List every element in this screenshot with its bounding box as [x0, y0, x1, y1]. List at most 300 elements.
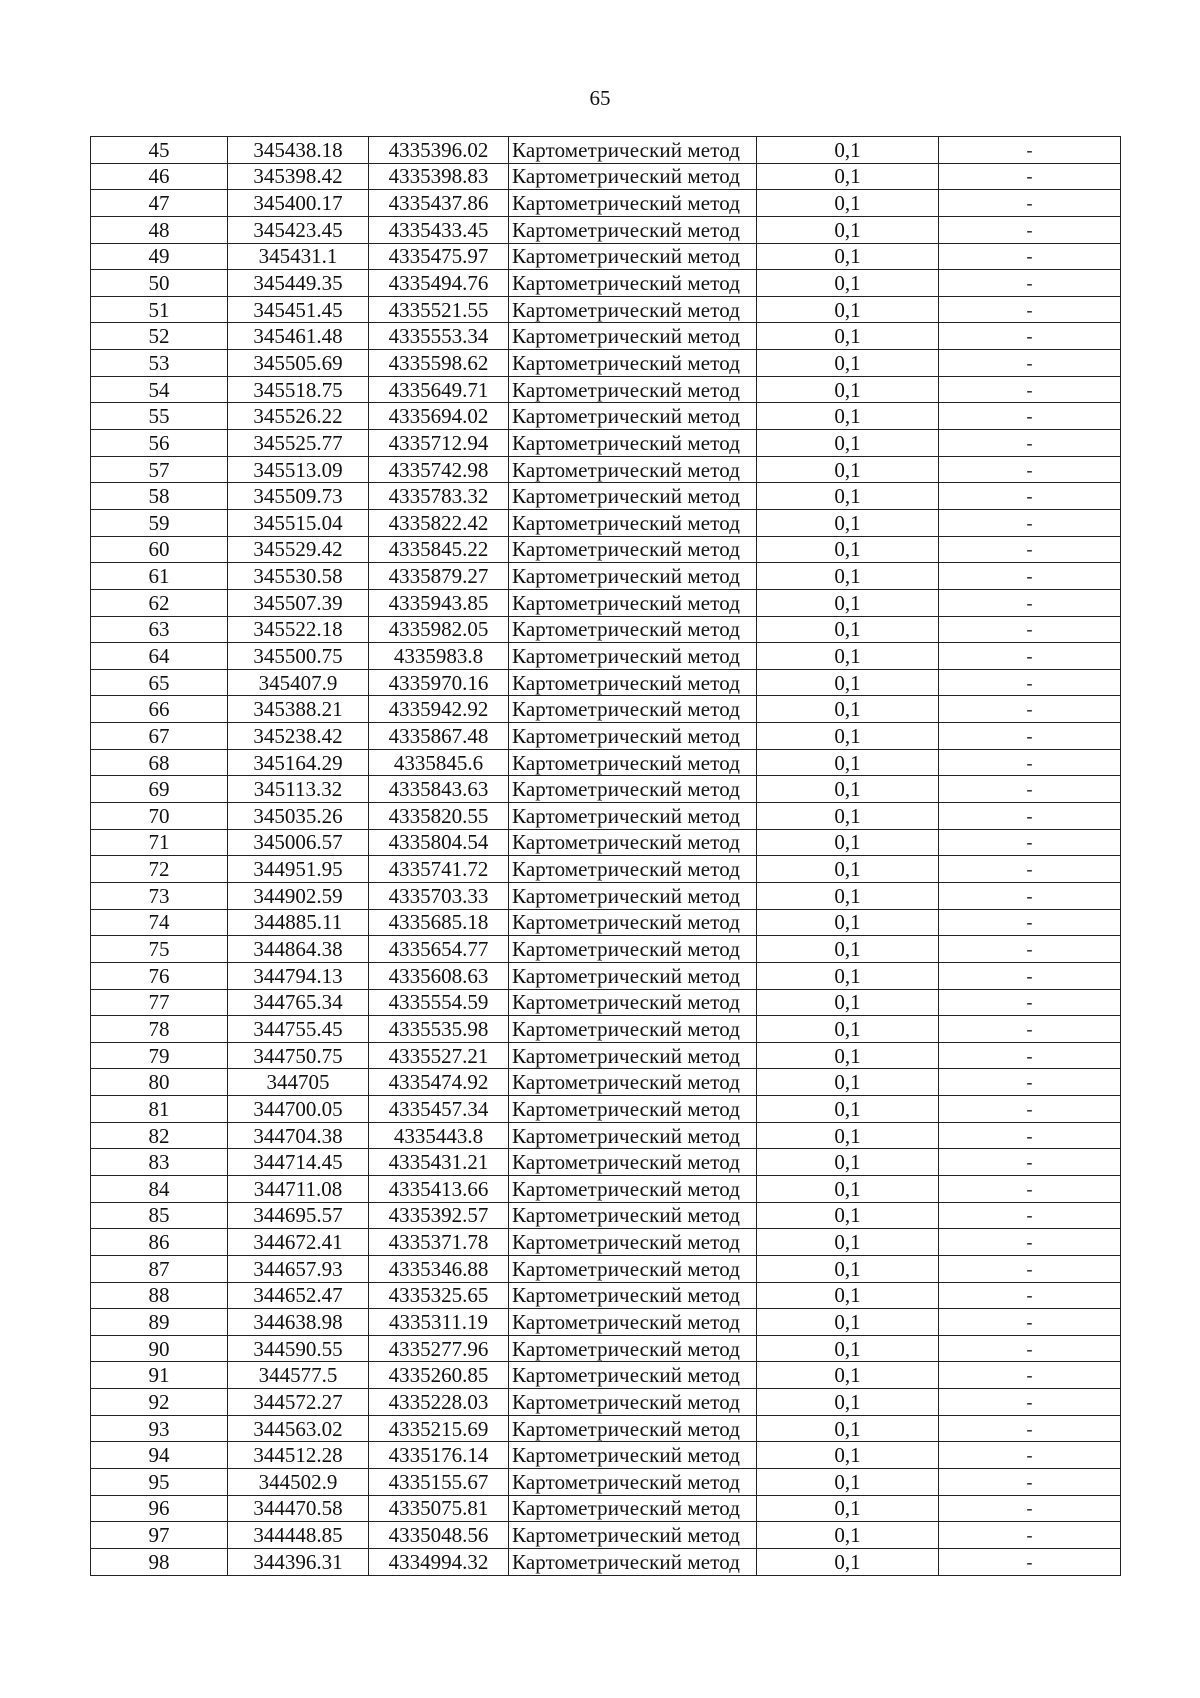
accuracy-cell: 0,1	[757, 1096, 939, 1123]
note-cell: -	[939, 1495, 1121, 1522]
point-number-cell: 78	[91, 1016, 228, 1043]
accuracy-cell: 0,1	[757, 456, 939, 483]
note-cell: -	[939, 749, 1121, 776]
method-cell: Картометрический метод	[509, 616, 757, 643]
point-number-cell: 86	[91, 1229, 228, 1256]
method-cell: Картометрический метод	[509, 1016, 757, 1043]
y-coordinate-cell: 4335982.05	[369, 616, 509, 643]
accuracy-cell: 0,1	[757, 989, 939, 1016]
accuracy-cell: 0,1	[757, 1122, 939, 1149]
method-cell: Картометрический метод	[509, 1042, 757, 1069]
accuracy-cell: 0,1	[757, 163, 939, 190]
note-cell: -	[939, 936, 1121, 963]
x-coordinate-cell: 345525.77	[228, 430, 369, 457]
note-cell: -	[939, 270, 1121, 297]
note-cell: -	[939, 1175, 1121, 1202]
note-cell: -	[939, 1202, 1121, 1229]
method-cell: Картометрический метод	[509, 190, 757, 217]
method-cell: Картометрический метод	[509, 137, 757, 164]
table-row	[91, 163, 1121, 190]
x-coordinate-cell: 345530.58	[228, 563, 369, 590]
table-row	[91, 243, 1121, 270]
table-row	[91, 1122, 1121, 1149]
point-number-cell: 71	[91, 829, 228, 856]
method-cell: Картометрический метод	[509, 563, 757, 590]
point-number-cell: 57	[91, 456, 228, 483]
x-coordinate-cell: 344714.45	[228, 1149, 369, 1176]
accuracy-cell: 0,1	[757, 1522, 939, 1549]
note-cell: -	[939, 403, 1121, 430]
point-number-cell: 64	[91, 643, 228, 670]
accuracy-cell: 0,1	[757, 723, 939, 750]
point-number-cell: 66	[91, 696, 228, 723]
table-row	[91, 137, 1121, 164]
x-coordinate-cell: 345238.42	[228, 723, 369, 750]
y-coordinate-cell: 4335942.92	[369, 696, 509, 723]
y-coordinate-cell: 4335879.27	[369, 563, 509, 590]
note-cell: -	[939, 323, 1121, 350]
table-row	[91, 430, 1121, 457]
x-coordinate-cell: 344695.57	[228, 1202, 369, 1229]
table-row	[91, 1522, 1121, 1549]
method-cell: Картометрический метод	[509, 962, 757, 989]
y-coordinate-cell: 4335867.48	[369, 723, 509, 750]
note-cell: -	[939, 669, 1121, 696]
accuracy-cell: 0,1	[757, 1069, 939, 1096]
method-cell: Картометрический метод	[509, 909, 757, 936]
y-coordinate-cell: 4335970.16	[369, 669, 509, 696]
note-cell: -	[939, 989, 1121, 1016]
point-number-cell: 79	[91, 1042, 228, 1069]
x-coordinate-cell: 344657.93	[228, 1255, 369, 1282]
accuracy-cell: 0,1	[757, 803, 939, 830]
accuracy-cell: 0,1	[757, 243, 939, 270]
table-row	[91, 1096, 1121, 1123]
note-cell: -	[939, 1016, 1121, 1043]
accuracy-cell: 0,1	[757, 776, 939, 803]
note-cell: -	[939, 616, 1121, 643]
table-row	[91, 776, 1121, 803]
table-row	[91, 1309, 1121, 1336]
method-cell: Картометрический метод	[509, 376, 757, 403]
point-number-cell: 53	[91, 350, 228, 377]
method-cell: Картометрический метод	[509, 270, 757, 297]
x-coordinate-cell: 345438.18	[228, 137, 369, 164]
y-coordinate-cell: 4335176.14	[369, 1442, 509, 1469]
point-number-cell: 96	[91, 1495, 228, 1522]
accuracy-cell: 0,1	[757, 962, 939, 989]
note-cell: -	[939, 216, 1121, 243]
y-coordinate-cell: 4335804.54	[369, 829, 509, 856]
method-cell: Картометрический метод	[509, 1202, 757, 1229]
y-coordinate-cell: 4335694.02	[369, 403, 509, 430]
method-cell: Картометрический метод	[509, 1442, 757, 1469]
y-coordinate-cell: 4335535.98	[369, 1016, 509, 1043]
note-cell: -	[939, 1362, 1121, 1389]
table-row	[91, 909, 1121, 936]
point-number-cell: 72	[91, 856, 228, 883]
accuracy-cell: 0,1	[757, 1229, 939, 1256]
x-coordinate-cell: 345507.39	[228, 589, 369, 616]
accuracy-cell: 0,1	[757, 1149, 939, 1176]
accuracy-cell: 0,1	[757, 216, 939, 243]
table-row	[91, 270, 1121, 297]
accuracy-cell: 0,1	[757, 909, 939, 936]
y-coordinate-cell: 4335075.81	[369, 1495, 509, 1522]
x-coordinate-cell: 345529.42	[228, 536, 369, 563]
accuracy-cell: 0,1	[757, 563, 939, 590]
table-row	[91, 376, 1121, 403]
point-number-cell: 51	[91, 296, 228, 323]
accuracy-cell: 0,1	[757, 1415, 939, 1442]
x-coordinate-cell: 344951.95	[228, 856, 369, 883]
y-coordinate-cell: 4335346.88	[369, 1255, 509, 1282]
note-cell: -	[939, 483, 1121, 510]
point-number-cell: 68	[91, 749, 228, 776]
y-coordinate-cell: 4335608.63	[369, 962, 509, 989]
table-row	[91, 563, 1121, 590]
table-row	[91, 696, 1121, 723]
table-row	[91, 190, 1121, 217]
accuracy-cell: 0,1	[757, 669, 939, 696]
note-cell: -	[939, 536, 1121, 563]
point-number-cell: 83	[91, 1149, 228, 1176]
method-cell: Картометрический метод	[509, 1309, 757, 1336]
table-row	[91, 216, 1121, 243]
x-coordinate-cell: 344502.9	[228, 1469, 369, 1496]
method-cell: Картометрический метод	[509, 643, 757, 670]
x-coordinate-cell: 344750.75	[228, 1042, 369, 1069]
x-coordinate-cell: 344672.41	[228, 1229, 369, 1256]
method-cell: Картометрический метод	[509, 430, 757, 457]
y-coordinate-cell: 4335433.45	[369, 216, 509, 243]
point-number-cell: 88	[91, 1282, 228, 1309]
table-row	[91, 936, 1121, 963]
accuracy-cell: 0,1	[757, 1389, 939, 1416]
x-coordinate-cell: 344470.58	[228, 1495, 369, 1522]
point-number-cell: 55	[91, 403, 228, 430]
table-row	[91, 1442, 1121, 1469]
point-number-cell: 87	[91, 1255, 228, 1282]
x-coordinate-cell: 345400.17	[228, 190, 369, 217]
note-cell: -	[939, 803, 1121, 830]
method-cell: Картометрический метод	[509, 509, 757, 536]
point-number-cell: 95	[91, 1469, 228, 1496]
accuracy-cell: 0,1	[757, 1175, 939, 1202]
x-coordinate-cell: 344765.34	[228, 989, 369, 1016]
accuracy-cell: 0,1	[757, 430, 939, 457]
y-coordinate-cell: 4335215.69	[369, 1415, 509, 1442]
table-row	[91, 643, 1121, 670]
method-cell: Картометрический метод	[509, 456, 757, 483]
method-cell: Картометрический метод	[509, 1469, 757, 1496]
point-number-cell: 56	[91, 430, 228, 457]
table-row	[91, 1175, 1121, 1202]
note-cell: -	[939, 1415, 1121, 1442]
note-cell: -	[939, 456, 1121, 483]
point-number-cell: 59	[91, 509, 228, 536]
accuracy-cell: 0,1	[757, 483, 939, 510]
method-cell: Картометрический метод	[509, 1522, 757, 1549]
method-cell: Картометрический метод	[509, 723, 757, 750]
point-number-cell: 85	[91, 1202, 228, 1229]
x-coordinate-cell: 344638.98	[228, 1309, 369, 1336]
method-cell: Картометрический метод	[509, 1495, 757, 1522]
x-coordinate-cell: 344563.02	[228, 1415, 369, 1442]
method-cell: Картометрический метод	[509, 1149, 757, 1176]
note-cell: -	[939, 1335, 1121, 1362]
accuracy-cell: 0,1	[757, 1442, 939, 1469]
x-coordinate-cell: 344885.11	[228, 909, 369, 936]
y-coordinate-cell: 4335598.62	[369, 350, 509, 377]
method-cell: Картометрический метод	[509, 669, 757, 696]
accuracy-cell: 0,1	[757, 509, 939, 536]
table-row	[91, 1202, 1121, 1229]
table-row	[91, 829, 1121, 856]
method-cell: Картометрический метод	[509, 1282, 757, 1309]
x-coordinate-cell: 345451.45	[228, 296, 369, 323]
point-number-cell: 63	[91, 616, 228, 643]
table-row	[91, 803, 1121, 830]
x-coordinate-cell: 345388.21	[228, 696, 369, 723]
accuracy-cell: 0,1	[757, 1362, 939, 1389]
point-number-cell: 84	[91, 1175, 228, 1202]
note-cell: -	[939, 882, 1121, 909]
note-cell: -	[939, 1149, 1121, 1176]
table-row	[91, 350, 1121, 377]
x-coordinate-cell: 345518.75	[228, 376, 369, 403]
y-coordinate-cell: 4335527.21	[369, 1042, 509, 1069]
note-cell: -	[939, 1096, 1121, 1123]
note-cell: -	[939, 643, 1121, 670]
method-cell: Картометрический метод	[509, 989, 757, 1016]
accuracy-cell: 0,1	[757, 1309, 939, 1336]
note-cell: -	[939, 856, 1121, 883]
accuracy-cell: 0,1	[757, 376, 939, 403]
note-cell: -	[939, 1069, 1121, 1096]
table-row	[91, 296, 1121, 323]
x-coordinate-cell: 345398.42	[228, 163, 369, 190]
x-coordinate-cell: 344704.38	[228, 1122, 369, 1149]
y-coordinate-cell: 4335553.34	[369, 323, 509, 350]
y-coordinate-cell: 4335048.56	[369, 1522, 509, 1549]
coordinates-table-body	[91, 137, 1121, 1576]
y-coordinate-cell: 4335311.19	[369, 1309, 509, 1336]
y-coordinate-cell: 4335741.72	[369, 856, 509, 883]
accuracy-cell: 0,1	[757, 749, 939, 776]
note-cell: -	[939, 163, 1121, 190]
accuracy-cell: 0,1	[757, 882, 939, 909]
point-number-cell: 48	[91, 216, 228, 243]
accuracy-cell: 0,1	[757, 936, 939, 963]
method-cell: Картометрический метод	[509, 403, 757, 430]
method-cell: Картометрический метод	[509, 536, 757, 563]
note-cell: -	[939, 1469, 1121, 1496]
table-row	[91, 536, 1121, 563]
note-cell: -	[939, 909, 1121, 936]
accuracy-cell: 0,1	[757, 829, 939, 856]
method-cell: Картометрический метод	[509, 1175, 757, 1202]
point-number-cell: 82	[91, 1122, 228, 1149]
accuracy-cell: 0,1	[757, 1202, 939, 1229]
table-row	[91, 1389, 1121, 1416]
note-cell: -	[939, 696, 1121, 723]
y-coordinate-cell: 4335260.85	[369, 1362, 509, 1389]
table-row	[91, 403, 1121, 430]
x-coordinate-cell: 344902.59	[228, 882, 369, 909]
table-row	[91, 1229, 1121, 1256]
y-coordinate-cell: 4335685.18	[369, 909, 509, 936]
x-coordinate-cell: 344864.38	[228, 936, 369, 963]
y-coordinate-cell: 4335703.33	[369, 882, 509, 909]
x-coordinate-cell: 344448.85	[228, 1522, 369, 1549]
y-coordinate-cell: 4335554.59	[369, 989, 509, 1016]
table-row	[91, 1149, 1121, 1176]
y-coordinate-cell: 4335742.98	[369, 456, 509, 483]
method-cell: Картометрический метод	[509, 216, 757, 243]
point-number-cell: 58	[91, 483, 228, 510]
point-number-cell: 62	[91, 589, 228, 616]
method-cell: Картометрический метод	[509, 163, 757, 190]
accuracy-cell: 0,1	[757, 696, 939, 723]
y-coordinate-cell: 4335392.57	[369, 1202, 509, 1229]
x-coordinate-cell: 344572.27	[228, 1389, 369, 1416]
note-cell: -	[939, 1255, 1121, 1282]
y-coordinate-cell: 4335277.96	[369, 1335, 509, 1362]
note-cell: -	[939, 962, 1121, 989]
method-cell: Картометрический метод	[509, 882, 757, 909]
y-coordinate-cell: 4335983.8	[369, 643, 509, 670]
method-cell: Картометрический метод	[509, 1415, 757, 1442]
note-cell: -	[939, 1229, 1121, 1256]
method-cell: Картометрический метод	[509, 1362, 757, 1389]
x-coordinate-cell: 345515.04	[228, 509, 369, 536]
accuracy-cell: 0,1	[757, 1042, 939, 1069]
table-row	[91, 1016, 1121, 1043]
note-cell: -	[939, 509, 1121, 536]
accuracy-cell: 0,1	[757, 270, 939, 297]
point-number-cell: 91	[91, 1362, 228, 1389]
note-cell: -	[939, 137, 1121, 164]
y-coordinate-cell: 4335475.97	[369, 243, 509, 270]
point-number-cell: 54	[91, 376, 228, 403]
y-coordinate-cell: 4335457.34	[369, 1096, 509, 1123]
point-number-cell: 69	[91, 776, 228, 803]
point-number-cell: 67	[91, 723, 228, 750]
accuracy-cell: 0,1	[757, 190, 939, 217]
method-cell: Картометрический метод	[509, 856, 757, 883]
x-coordinate-cell: 345423.45	[228, 216, 369, 243]
accuracy-cell: 0,1	[757, 856, 939, 883]
note-cell: -	[939, 430, 1121, 457]
method-cell: Картометрический метод	[509, 696, 757, 723]
x-coordinate-cell: 344577.5	[228, 1362, 369, 1389]
table-row	[91, 962, 1121, 989]
x-coordinate-cell: 345526.22	[228, 403, 369, 430]
accuracy-cell: 0,1	[757, 536, 939, 563]
method-cell: Картометрический метод	[509, 749, 757, 776]
accuracy-cell: 0,1	[757, 1469, 939, 1496]
accuracy-cell: 0,1	[757, 403, 939, 430]
point-number-cell: 49	[91, 243, 228, 270]
method-cell: Картометрический метод	[509, 243, 757, 270]
accuracy-cell: 0,1	[757, 616, 939, 643]
y-coordinate-cell: 4334994.32	[369, 1548, 509, 1575]
point-number-cell: 65	[91, 669, 228, 696]
x-coordinate-cell: 345164.29	[228, 749, 369, 776]
x-coordinate-cell: 344711.08	[228, 1175, 369, 1202]
table-row	[91, 882, 1121, 909]
table-row	[91, 456, 1121, 483]
table-row	[91, 589, 1121, 616]
x-coordinate-cell: 345449.35	[228, 270, 369, 297]
table-row	[91, 616, 1121, 643]
x-coordinate-cell: 345035.26	[228, 803, 369, 830]
note-cell: -	[939, 1522, 1121, 1549]
table-row	[91, 1282, 1121, 1309]
point-number-cell: 75	[91, 936, 228, 963]
accuracy-cell: 0,1	[757, 1016, 939, 1043]
y-coordinate-cell: 4335649.71	[369, 376, 509, 403]
y-coordinate-cell: 4335155.67	[369, 1469, 509, 1496]
accuracy-cell: 0,1	[757, 350, 939, 377]
x-coordinate-cell: 345513.09	[228, 456, 369, 483]
note-cell: -	[939, 829, 1121, 856]
point-number-cell: 60	[91, 536, 228, 563]
method-cell: Картометрический метод	[509, 589, 757, 616]
y-coordinate-cell: 4335325.65	[369, 1282, 509, 1309]
x-coordinate-cell: 344700.05	[228, 1096, 369, 1123]
y-coordinate-cell: 4335494.76	[369, 270, 509, 297]
x-coordinate-cell: 345500.75	[228, 643, 369, 670]
method-cell: Картометрический метод	[509, 1069, 757, 1096]
y-coordinate-cell: 4335654.77	[369, 936, 509, 963]
x-coordinate-cell: 344396.31	[228, 1548, 369, 1575]
note-cell: -	[939, 563, 1121, 590]
method-cell: Картометрический метод	[509, 1229, 757, 1256]
method-cell: Картометрический метод	[509, 483, 757, 510]
table-row	[91, 1069, 1121, 1096]
method-cell: Картометрический метод	[509, 803, 757, 830]
point-number-cell: 74	[91, 909, 228, 936]
point-number-cell: 77	[91, 989, 228, 1016]
note-cell: -	[939, 1309, 1121, 1336]
point-number-cell: 97	[91, 1522, 228, 1549]
y-coordinate-cell: 4335822.42	[369, 509, 509, 536]
y-coordinate-cell: 4335712.94	[369, 430, 509, 457]
table-row	[91, 1469, 1121, 1496]
accuracy-cell: 0,1	[757, 1255, 939, 1282]
method-cell: Картометрический метод	[509, 1096, 757, 1123]
y-coordinate-cell: 4335443.8	[369, 1122, 509, 1149]
x-coordinate-cell: 344794.13	[228, 962, 369, 989]
y-coordinate-cell: 4335398.83	[369, 163, 509, 190]
accuracy-cell: 0,1	[757, 323, 939, 350]
table-row	[91, 1415, 1121, 1442]
method-cell: Картометрический метод	[509, 323, 757, 350]
y-coordinate-cell: 4335783.32	[369, 483, 509, 510]
table-row	[91, 483, 1121, 510]
table-row	[91, 1335, 1121, 1362]
accuracy-cell: 0,1	[757, 1282, 939, 1309]
note-cell: -	[939, 190, 1121, 217]
table-row	[91, 1042, 1121, 1069]
note-cell: -	[939, 1389, 1121, 1416]
point-number-cell: 52	[91, 323, 228, 350]
accuracy-cell: 0,1	[757, 1335, 939, 1362]
x-coordinate-cell: 344705	[228, 1069, 369, 1096]
accuracy-cell: 0,1	[757, 643, 939, 670]
